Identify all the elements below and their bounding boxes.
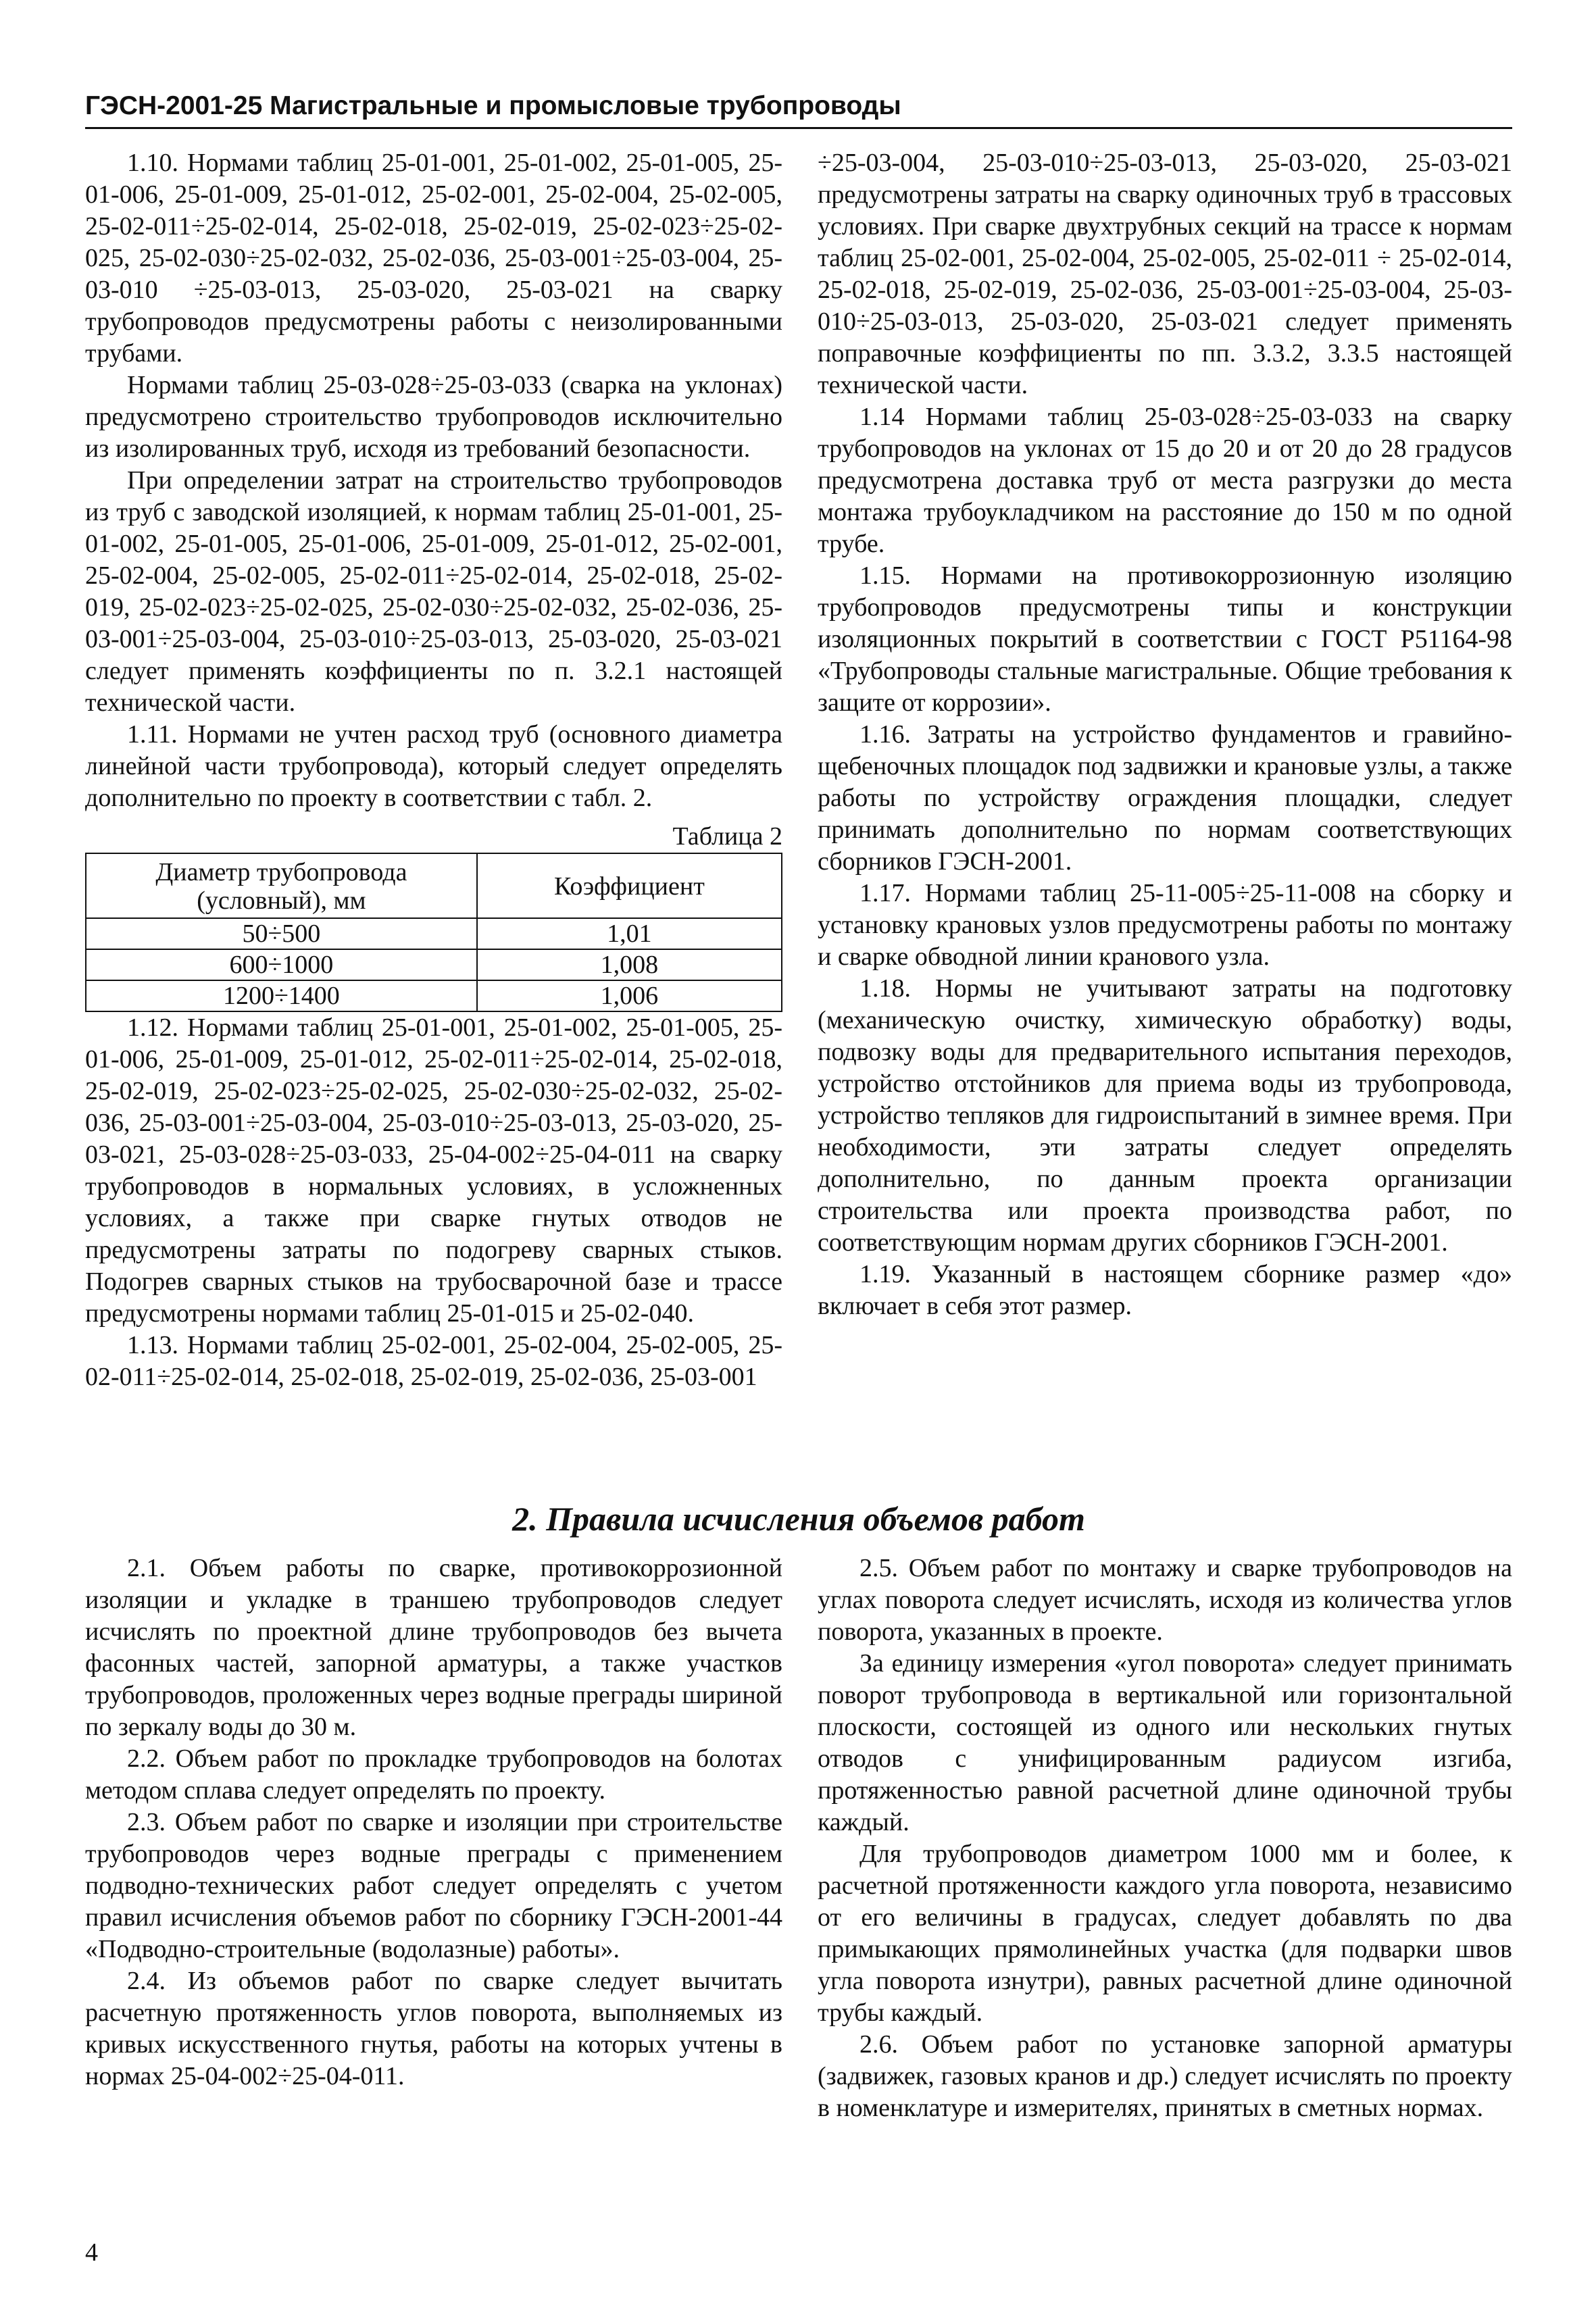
- paragraph-2-1: 2.1. Объем работы по сварке, противокоррозионной изоляции и укладке в траншею трубопроводов следует исчислять по проектной длине трубопроводов без вычета фасонных частей, запорной арматуры, а также участков трубопроводов, проложенных через водные преграды шириной по зеркалу воды до 30 м.: [85, 1554, 782, 1741]
- section-title: 2. Правила исчисления объемов работ: [512, 1500, 1085, 1538]
- coefficient-table: [85, 853, 782, 1012]
- paragraph-1-12: 1.12. Нормами таблиц 25-01-001, 25-01-002, 25-01-005, 25-01-006, 25-01-009, 25-01-012, 25-02-011÷25-02-014, 25-02-018, 25-02-019, 25-02-023÷25-02-025, 25-02-030÷25-02-032, 25-02-036, 25-03-001÷25-03-004, 25-03-010÷25-03-013, 25-03-020, 25-03-021, 25-03-028÷25-03-033, 25-04-002÷25-04-011 на сварку трубопроводов в нормальных условиях, в усложненных условиях, а также при сварке гнутых отводов не предусмотрены затраты по подогреву сварных стыков. Подогрев сварных стыков на трубосварочной базе и трассе предусмотрены нормами таблиц 25-01-015 и 25-02-040.: [85, 1013, 782, 1328]
- table-cell-coefficient: 1,008: [477, 949, 782, 980]
- paragraph-1-19: 1.19. Указанный в настоящем сборнике размер «до» включает в себя этот размер.: [818, 1260, 1512, 1320]
- paragraph-1-18: 1.18. Нормы не учитывают затраты на подготовку (механическую очистку, химическую обработку) воды, подвозку воды для предварительного испытания переходов, устройство отстойников для приема воды из трубопровода, устройство тепляков для гидроиспытаний в зимнее время. При необходимости, эти затраты следует определять дополнительно, по данным проекта организации строительства или проекта производства работ, по соответствующим нормам других сборников ГЭСН-2001.: [818, 974, 1512, 1257]
- table-cell-diameter: 1200÷1400: [86, 980, 477, 1011]
- paragraph-2-6: 2.6. Объем работ по установке запорной арматуры (задвижек, газовых кранов и др.) следует исчислять по проекту в номенклатуре и измерителях, принятых в сметных нормах.: [818, 2030, 1512, 2122]
- paragraph-1-16: 1.16. Затраты на устройство фундаментов и гравийно-щебеночных площадок под задвижки и крановые узлы, а также работы по устройству ограждения площадки, следует принимать дополнительно по нормам соответствующих сборников ГЭСН-2001.: [818, 720, 1512, 876]
- paragraph-2-4: 2.4. Из объемов работ по сварке следует вычитать расчетную протяженность углов поворота, выполняемых из кривых искусственного гнутья, работы на которых учтены в нормах 25-04-002÷25-04-011.: [85, 1967, 782, 2090]
- table-cell-coefficient: 1,006: [477, 980, 782, 1011]
- table-cell-coefficient: 1,01: [477, 918, 782, 949]
- table-caption: Таблица 2: [672, 822, 782, 851]
- paragraph-1-13-continued: ÷25-03-004, 25-03-010÷25-03-013, 25-03-020, 25-03-021 предусмотрены затраты на сварку одиночных труб в трассовых условиях. При сварке двухтрубных секций на трассе к нормам таблиц 25-02-001, 25-02-004, 25-02-005, 25-02-011 ÷ 25-02-014, 25-02-018, 25-02-019, 25-02-036, 25-03-001÷25-03-004, 25-03-010÷25-03-013, 25-03-020, 25-03-021 следует применять поправочные коэффициенты по пп. 3.3.2, 3.3.5 настоящей технической части.: [818, 149, 1512, 399]
- table-cell-diameter: 600÷1000: [86, 949, 477, 980]
- paragraph-1-11: 1.11. Нормами не учтен расход труб (основного диаметра линейной части трубопровода), который следует определять дополнительно по проекту в соответствии с табл. 2.: [85, 720, 782, 812]
- paragraph-1-10-b: Нормами таблиц 25-03-028÷25-03-033 (сварка на уклонах) предусмотрено строительство трубопроводов исключительно из изолированных труб, исходя из требований безопасности.: [85, 371, 782, 463]
- page-number: 4: [85, 2238, 98, 2267]
- left-column-top: [85, 147, 782, 1393]
- paragraph-2-5-c: Для трубопроводов диаметром 1000 мм и более, к расчетной протяженности каждого угла поворота, независимо от его величины в градусах, следует добавлять по два примыкающих прямолинейных участка (для подварки швов угла поворота изнутри), равных расчетной длине одиночной трубы каждый.: [818, 1840, 1512, 2027]
- paragraph-1-10: 1.10. Нормами таблиц 25-01-001, 25-01-002, 25-01-005, 25-01-006, 25-01-009, 25-01-012, 25-02-001, 25-02-004, 25-02-005, 25-02-011÷25-02-014, 25-02-018, 25-02-019, 25-02-023÷25-02-025, 25-02-030÷25-02-032, 25-02-036, 25-03-001÷25-03-004, 25-03-010 ÷25-03-013, 25-03-020, 25-03-021 на сварку трубопроводов предусмотрены работы с неизолированными трубами.: [85, 149, 782, 368]
- paragraph-1-10-c: При определении затрат на строительство трубопроводов из труб с заводской изоляцией, к нормам таблиц 25-01-001, 25-01-002, 25-01-005, 25-01-006, 25-01-009, 25-01-012, 25-02-001, 25-02-004, 25-02-005, 25-02-011÷25-02-014, 25-02-018, 25-02-019, 25-02-023÷25-02-025, 25-02-030÷25-02-032, 25-02-036, 25-03-001÷25-03-004, 25-03-010÷25-03-013, 25-03-020, 25-03-021 следует применять коэффициенты по п. 3.2.1 настоящей технической части.: [85, 466, 782, 717]
- running-title: ГЭСН-2001-25 Магистральные и промысловые трубопроводы: [85, 91, 901, 120]
- paragraph-2-5-b: За единицу измерения «угол поворота» следует принимать поворот трубопровода в вертикальной или горизонтальной плоскости, состоящей из одного или нескольких гнутых отводов с унифицированным радиусом изгиба, протяженностью равной расчетной длине одиночной трубы каждый.: [818, 1649, 1512, 1836]
- table-cell-diameter: 50÷500: [86, 918, 477, 949]
- table-row: [86, 918, 782, 949]
- paragraph-1-17: 1.17. Нормами таблиц 25-11-005÷25-11-008 на сборку и установку крановых узлов предусмотрены работы по монтажу и сварке обводной линии кранового узла.: [818, 879, 1512, 971]
- table-header-diameter: Диаметр трубопровода (условный), мм: [86, 853, 477, 918]
- paragraph-2-3: 2.3. Объем работ по сварке и изоляции при строительстве трубопроводов через водные преграды с применением подводно-технических работ следует определять с учетом правил исчисления объемов работ по сборнику ГЭСН-2001-44 «Подводно-строительные (водолазные) работы».: [85, 1808, 782, 1963]
- paragraph-1-13: 1.13. Нормами таблиц 25-02-001, 25-02-004, 25-02-005, 25-02-011÷25-02-014, 25-02-018, 25-02-019, 25-02-036, 25-03-001: [85, 1331, 782, 1391]
- paragraph-1-15: 1.15. Нормами на противокоррозионную изоляцию трубопроводов предусмотрены типы и конструкции изоляционных покрытий в соответствии с ГОСТ Р51164-98 «Трубопроводы стальные магистральные. Общие требования к защите от коррозии».: [818, 561, 1512, 717]
- table-header-coefficient: Коэффициент: [477, 853, 782, 918]
- right-column-top: [818, 147, 1512, 1322]
- paragraph-1-14: 1.14 Нормами таблиц 25-03-028÷25-03-033 на сварку трубопроводов на уклонах от 15 до 20 и от 20 до 28 градусов предусмотрена доставка труб от места разгрузки до места монтажа трубоукладчиком на расстояние до 150 м по одной трубе.: [818, 403, 1512, 558]
- paragraph-2-2: 2.2. Объем работ по прокладке трубопроводов на болотах методом сплава следует определять по проекту.: [85, 1744, 782, 1805]
- left-column-bottom: [85, 1553, 782, 2092]
- paragraph-2-5: 2.5. Объем работ по монтажу и сварке трубопроводов на углах поворота следует исчислять, исходя из количества углов поворота, указанных в проекте.: [818, 1554, 1512, 1646]
- table-row: [86, 980, 782, 1011]
- right-column-bottom: [818, 1553, 1512, 2124]
- table-header-row: [86, 853, 782, 918]
- header-rule: [85, 127, 1512, 129]
- table-row: [86, 949, 782, 980]
